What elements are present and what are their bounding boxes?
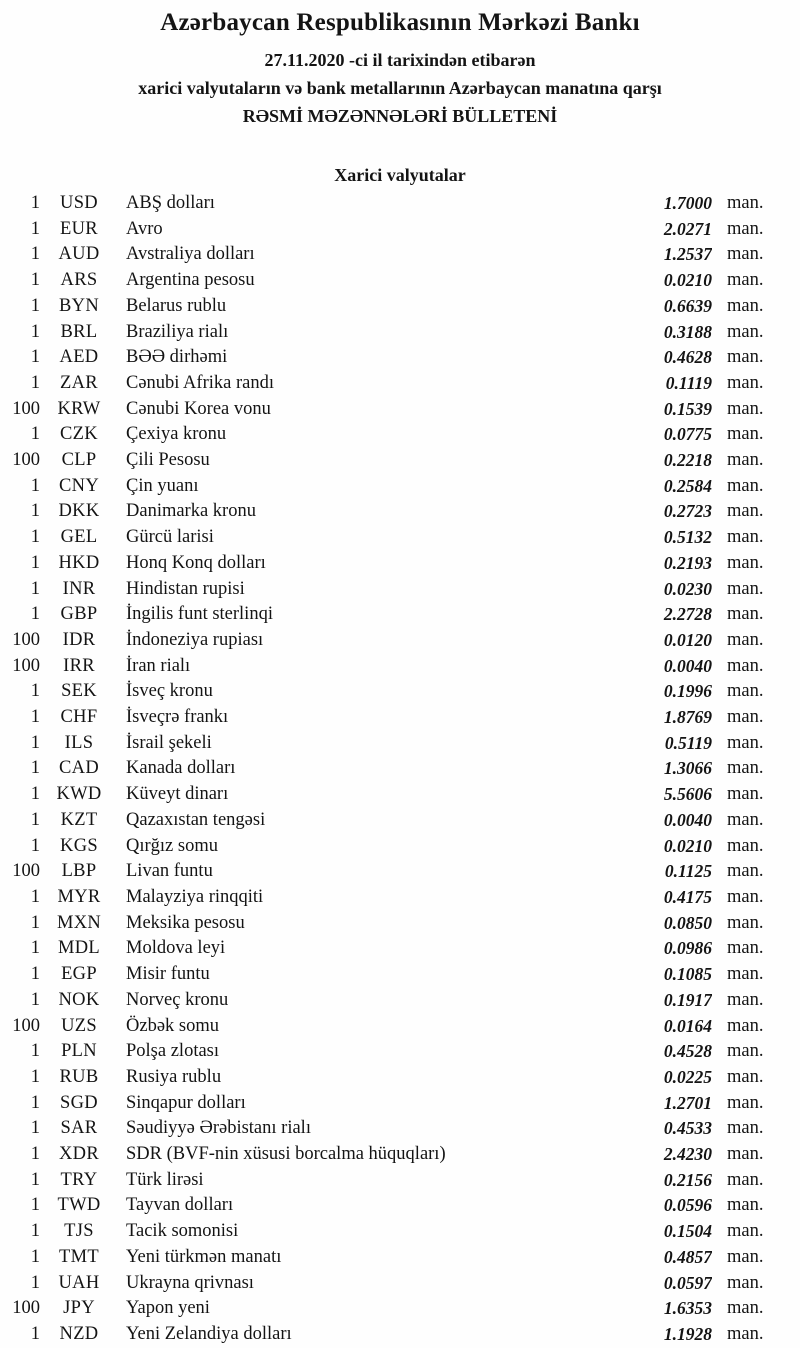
currency-name: Səudiyyə Ərəbistanı rialı xyxy=(126,1118,311,1139)
rate-value: 0.0986 xyxy=(663,938,712,959)
quantity-value: 100 xyxy=(12,861,40,882)
currency-code: SGD xyxy=(60,1092,98,1113)
rate-value: 0.1504 xyxy=(663,1221,712,1242)
rate-value: 0.2723 xyxy=(663,501,712,522)
rate-value: 0.4528 xyxy=(663,1041,712,1062)
quantity-value: 1 xyxy=(30,604,40,625)
rate-row-ars xyxy=(0,268,774,294)
rate-value: 0.0040 xyxy=(663,809,712,830)
quantity-value: 1 xyxy=(30,912,40,933)
currency-name: Polşa zlotası xyxy=(126,1041,220,1062)
quantity-value: 100 xyxy=(12,629,40,650)
currency-code: KRW xyxy=(57,398,101,419)
quantity-value: 1 xyxy=(30,1195,40,1216)
currency-name: Türk lirəsi xyxy=(126,1169,204,1190)
rate-value: 1.7000 xyxy=(663,193,712,213)
unit-label: man. xyxy=(727,886,764,907)
currency-name: Cənubi Korea vonu xyxy=(126,398,271,419)
rate-row-gbp xyxy=(0,602,774,628)
currency-name: Moldova leyi xyxy=(126,938,226,959)
currency-code: GEL xyxy=(60,527,98,548)
currency-code: DKK xyxy=(58,501,100,522)
rate-row-sgd xyxy=(0,1091,774,1117)
quantity-value: 1 xyxy=(30,989,40,1010)
rate-row-idr xyxy=(0,628,774,654)
rate-row-cad xyxy=(0,756,774,782)
rate-row-myr xyxy=(0,885,774,911)
currency-code: TWD xyxy=(57,1195,101,1216)
unit-label: man. xyxy=(727,835,764,856)
unit-label: man. xyxy=(727,1092,764,1113)
currency-code: ILS xyxy=(64,732,94,753)
currency-code: CZK xyxy=(60,424,98,445)
unit-label: man. xyxy=(727,424,764,445)
currency-name: İngilis funt sterlinqi xyxy=(126,604,273,625)
rate-row-rub xyxy=(0,1065,774,1091)
currency-code: KWD xyxy=(56,784,102,805)
unit-label: man. xyxy=(727,1015,764,1036)
rate-row-sar xyxy=(0,1116,774,1142)
quantity-value: 1 xyxy=(30,1118,40,1139)
currency-name: Avro xyxy=(126,218,163,239)
quantity-value: 1 xyxy=(30,1246,40,1267)
quantity-value: 1 xyxy=(30,501,40,522)
currency-name: Çili Pesosu xyxy=(126,450,210,471)
currency-code: GBP xyxy=(60,604,98,625)
quantity-value: 1 xyxy=(30,218,40,239)
rate-value: 0.0230 xyxy=(663,578,712,599)
rate-row-aed xyxy=(0,345,774,371)
unit-label: man. xyxy=(727,1041,764,1062)
unit-label: man. xyxy=(727,629,764,650)
unit-label: man. xyxy=(727,193,764,213)
rate-row-brl xyxy=(0,320,774,346)
currency-name: Özbək somu xyxy=(126,1015,219,1036)
rate-row-usd xyxy=(0,191,774,217)
unit-label: man. xyxy=(727,552,764,573)
currency-code: ZAR xyxy=(60,372,98,393)
currency-code: UZS xyxy=(61,1015,97,1036)
currency-code: UAH xyxy=(58,1272,100,1293)
currency-code: USD xyxy=(60,193,98,213)
rate-row-hkd xyxy=(0,551,774,577)
currency-code: INR xyxy=(62,578,96,599)
currency-name: İsveç kronu xyxy=(126,681,213,702)
rate-row-ils xyxy=(0,731,774,757)
quantity-value: 1 xyxy=(30,809,40,830)
quantity-value: 1 xyxy=(30,758,40,779)
currency-name: Danimarka kronu xyxy=(126,501,256,522)
currency-name: Braziliya rialı xyxy=(126,321,229,342)
quantity-value: 1 xyxy=(30,552,40,573)
quantity-value: 1 xyxy=(30,938,40,959)
rate-value: 0.5119 xyxy=(664,732,712,753)
currency-name: İran rialı xyxy=(126,655,191,676)
unit-label: man. xyxy=(727,732,764,753)
quantity-value: 1 xyxy=(30,424,40,445)
rate-row-jpy xyxy=(0,1296,774,1322)
unit-label: man. xyxy=(727,681,764,702)
currency-code: SAR xyxy=(60,1118,98,1139)
unit-label: man. xyxy=(727,372,764,393)
quantity-value: 1 xyxy=(30,578,40,599)
currency-name: Tacik somonisi xyxy=(126,1221,239,1242)
rate-value: 1.1928 xyxy=(663,1323,712,1344)
quantity-value: 1 xyxy=(30,835,40,856)
currency-name: Honq Konq dolları xyxy=(126,552,266,573)
rate-row-xdr xyxy=(0,1142,774,1168)
currency-code: BYN xyxy=(59,295,99,316)
currency-code: CLP xyxy=(61,450,97,471)
rate-row-aud xyxy=(0,242,774,268)
quantity-value: 1 xyxy=(30,707,40,728)
rate-value: 0.0164 xyxy=(663,1015,712,1036)
rate-value: 1.2537 xyxy=(663,244,712,265)
quantity-value: 1 xyxy=(30,321,40,342)
currency-name: ABŞ dolları xyxy=(126,193,215,213)
rate-row-uah xyxy=(0,1271,774,1297)
unit-label: man. xyxy=(727,809,764,830)
rate-row-tjs xyxy=(0,1219,774,1245)
currency-name: Cənubi Afrika randı xyxy=(126,372,274,393)
rate-row-try xyxy=(0,1168,774,1194)
rate-row-nok xyxy=(0,988,774,1014)
currency-code: MXN xyxy=(56,912,102,933)
unit-label: man. xyxy=(727,1144,764,1165)
rate-row-irr xyxy=(0,654,774,680)
quantity-value: 1 xyxy=(30,1041,40,1062)
rate-value: 0.2193 xyxy=(663,552,712,573)
rate-row-lbp xyxy=(0,859,774,885)
quantity-value: 100 xyxy=(12,398,40,419)
currency-code: BRL xyxy=(60,321,98,342)
currency-name: Yeni Zelandiya dolları xyxy=(126,1323,292,1344)
unit-label: man. xyxy=(727,295,764,316)
currency-name: Sinqapur dolları xyxy=(126,1092,246,1113)
currency-code: SEK xyxy=(61,681,97,702)
currency-code: TMT xyxy=(59,1246,99,1267)
rate-row-egp xyxy=(0,962,774,988)
quantity-value: 100 xyxy=(12,450,40,471)
currency-name: Argentina pesosu xyxy=(126,270,255,291)
currency-code: CNY xyxy=(59,475,99,496)
rate-value: 0.2218 xyxy=(663,450,712,471)
unit-label: man. xyxy=(727,1221,764,1242)
rate-row-byn xyxy=(0,294,774,320)
unit-label: man. xyxy=(727,398,764,419)
quantity-value: 1 xyxy=(30,347,40,368)
rate-row-clp xyxy=(0,448,774,474)
unit-label: man. xyxy=(727,1066,764,1087)
rate-value: 0.0850 xyxy=(663,912,712,933)
quantity-value: 1 xyxy=(30,270,40,291)
currency-name: Hindistan rupisi xyxy=(126,578,245,599)
currency-name: Qırğız somu xyxy=(126,835,218,856)
unit-label: man. xyxy=(727,527,764,548)
unit-label: man. xyxy=(727,604,764,625)
currency-name: Kanada dolları xyxy=(126,758,236,779)
currency-name: Yeni türkmən manatı xyxy=(126,1246,282,1267)
quantity-value: 1 xyxy=(30,681,40,702)
rate-row-pln xyxy=(0,1039,774,1065)
rate-value: 0.1119 xyxy=(665,372,712,393)
rate-value: 0.0775 xyxy=(663,424,712,445)
currency-code: AUD xyxy=(58,244,100,265)
currency-name: İsrail şekeli xyxy=(126,732,212,753)
currency-code: LBP xyxy=(61,861,97,882)
currency-name: Avstraliya dolları xyxy=(126,244,255,265)
rate-row-eur xyxy=(0,217,774,243)
unit-label: man. xyxy=(727,450,764,471)
rate-value: 0.4628 xyxy=(663,347,712,368)
unit-label: man. xyxy=(727,1118,764,1139)
bulletin-title: RƏSMİ MƏZƏNNƏLƏRİ BÜLLETENİ xyxy=(242,106,558,126)
quantity-value: 1 xyxy=(30,1144,40,1165)
currency-name: Norveç kronu xyxy=(126,989,229,1010)
description-line: xarici valyutaların və bank metallarının Azərbaycan manatına qarşı xyxy=(138,78,662,98)
quantity-value: 1 xyxy=(30,1169,40,1190)
rate-row-inr xyxy=(0,577,774,603)
quantity-value: 1 xyxy=(30,193,40,213)
currency-code: MYR xyxy=(57,886,101,907)
rate-value: 0.0210 xyxy=(663,270,712,291)
rate-value: 2.4230 xyxy=(663,1144,712,1165)
rate-row-gel xyxy=(0,525,774,551)
currency-code: ARS xyxy=(60,270,98,291)
quantity-value: 1 xyxy=(30,372,40,393)
rate-value: 0.1125 xyxy=(664,861,712,882)
currency-code: EGP xyxy=(61,964,97,985)
unit-label: man. xyxy=(727,475,764,496)
quantity-value: 1 xyxy=(30,1221,40,1242)
unit-label: man. xyxy=(727,655,764,676)
exchange-rates-table-body xyxy=(0,191,774,1348)
currency-name: İsveçrə frankı xyxy=(126,707,229,728)
unit-label: man. xyxy=(727,578,764,599)
rate-value: 0.1539 xyxy=(663,398,712,419)
rate-value: 0.0596 xyxy=(663,1195,712,1216)
currency-name: Gürcü larisi xyxy=(126,527,214,548)
currency-name: BƏƏ dirhəmi xyxy=(126,347,228,368)
rate-row-tmt xyxy=(0,1245,774,1271)
currency-code: TRY xyxy=(60,1169,98,1190)
currency-code: CAD xyxy=(59,758,99,779)
unit-label: man. xyxy=(727,784,764,805)
rate-row-kwd xyxy=(0,782,774,808)
section-title-foreign-currencies: Xarici valyutalar xyxy=(334,165,466,185)
rate-row-uzs xyxy=(0,1014,774,1040)
rate-value: 0.4175 xyxy=(663,886,712,907)
currency-code: AED xyxy=(59,347,99,368)
currency-name: Rusiya rublu xyxy=(126,1066,222,1087)
currency-code: MDL xyxy=(57,938,100,959)
rate-value: 0.1917 xyxy=(663,989,712,1010)
rate-value: 0.2584 xyxy=(663,475,712,496)
rate-value: 1.2701 xyxy=(663,1092,712,1113)
rate-value: 2.2728 xyxy=(663,604,712,625)
document-header xyxy=(0,9,800,127)
bank-title: Azərbaycan Respublikasının Mərkəzi Bankı xyxy=(160,9,640,36)
rate-value: 0.1996 xyxy=(663,681,712,702)
currency-code: IDR xyxy=(62,629,96,650)
rate-value: 0.4857 xyxy=(663,1246,712,1267)
rate-row-twd xyxy=(0,1193,774,1219)
rate-row-kzt xyxy=(0,808,774,834)
rate-value: 0.4533 xyxy=(663,1118,712,1139)
rate-row-dkk xyxy=(0,499,774,525)
unit-label: man. xyxy=(727,989,764,1010)
quantity-value: 1 xyxy=(30,527,40,548)
unit-label: man. xyxy=(727,861,764,882)
unit-label: man. xyxy=(727,501,764,522)
currency-name: Çexiya kronu xyxy=(126,424,227,445)
quantity-value: 1 xyxy=(30,732,40,753)
rate-value: 2.0271 xyxy=(663,218,712,239)
quantity-value: 1 xyxy=(30,295,40,316)
rate-value: 0.3188 xyxy=(663,321,712,342)
unit-label: man. xyxy=(727,1246,764,1267)
currency-name: Livan funtu xyxy=(126,861,213,882)
unit-label: man. xyxy=(727,1323,764,1344)
unit-label: man. xyxy=(727,1298,764,1319)
rate-value: 1.3066 xyxy=(663,758,712,779)
currency-code: CHF xyxy=(60,707,98,728)
currency-name: Küveyt dinarı xyxy=(126,784,229,805)
quantity-value: 100 xyxy=(12,1015,40,1036)
unit-label: man. xyxy=(727,1195,764,1216)
rate-row-cny xyxy=(0,474,774,500)
currency-code: JPY xyxy=(63,1298,95,1319)
currency-code: PLN xyxy=(61,1041,97,1062)
rate-value: 0.0210 xyxy=(663,835,712,856)
currency-code: NOK xyxy=(58,989,100,1010)
effective-date-line: 27.11.2020 -ci il tarixindən etibarən xyxy=(264,50,536,70)
currency-name: Yapon yeni xyxy=(126,1298,210,1319)
quantity-value: 1 xyxy=(30,475,40,496)
rate-value: 0.1085 xyxy=(663,964,712,985)
currency-name: SDR (BVF-nin xüsusi borcalma hüquqları) xyxy=(126,1144,446,1165)
unit-label: man. xyxy=(727,347,764,368)
rate-value: 1.6353 xyxy=(663,1298,712,1319)
currency-name: Ukrayna qrivnası xyxy=(126,1272,254,1293)
currency-name: Malayziya rinqqiti xyxy=(126,886,264,907)
rate-value: 0.6639 xyxy=(663,295,712,316)
quantity-value: 1 xyxy=(30,1323,40,1344)
currency-name: Qazaxıstan tengəsi xyxy=(126,809,266,830)
currency-code: HKD xyxy=(58,552,100,573)
rate-value: 0.5132 xyxy=(663,527,712,548)
rate-row-zar xyxy=(0,371,774,397)
rate-row-mdl xyxy=(0,936,774,962)
quantity-value: 100 xyxy=(12,655,40,676)
rate-row-chf xyxy=(0,705,774,731)
currency-code: NZD xyxy=(59,1323,99,1344)
rate-row-nzd xyxy=(0,1322,774,1348)
rate-row-czk xyxy=(0,422,774,448)
unit-label: man. xyxy=(727,938,764,959)
unit-label: man. xyxy=(727,321,764,342)
unit-label: man. xyxy=(727,218,764,239)
rate-value: 0.2156 xyxy=(663,1169,712,1190)
unit-label: man. xyxy=(727,1169,764,1190)
unit-label: man. xyxy=(727,758,764,779)
unit-label: man. xyxy=(727,244,764,265)
rate-value: 0.0597 xyxy=(663,1272,712,1293)
currency-code: IRR xyxy=(63,655,95,676)
quantity-value: 1 xyxy=(30,1272,40,1293)
rate-value: 1.8769 xyxy=(663,707,712,728)
currency-name: Çin yuanı xyxy=(126,475,199,496)
unit-label: man. xyxy=(727,270,764,291)
currency-code: KZT xyxy=(60,809,98,830)
currency-code: XDR xyxy=(59,1144,99,1165)
quantity-value: 1 xyxy=(30,886,40,907)
currency-code: TJS xyxy=(64,1221,94,1242)
quantity-value: 1 xyxy=(30,1092,40,1113)
quantity-value: 1 xyxy=(30,964,40,985)
unit-label: man. xyxy=(727,1272,764,1293)
rate-row-krw xyxy=(0,397,774,423)
currency-code: RUB xyxy=(59,1066,99,1087)
rate-value: 5.5606 xyxy=(663,784,712,805)
rate-row-mxn xyxy=(0,911,774,937)
currency-name: İndoneziya rupiası xyxy=(126,629,264,650)
currency-name: Meksika pesosu xyxy=(126,912,245,933)
unit-label: man. xyxy=(727,707,764,728)
rate-row-kgs xyxy=(0,834,774,860)
quantity-value: 1 xyxy=(30,1066,40,1087)
unit-label: man. xyxy=(727,964,764,985)
quantity-value: 1 xyxy=(30,784,40,805)
currency-name: Belarus rublu xyxy=(126,295,227,316)
currency-name: Misir funtu xyxy=(126,964,210,985)
currency-code: KGS xyxy=(60,835,98,856)
currency-name: Tayvan dolları xyxy=(126,1195,234,1216)
rate-value: 0.0040 xyxy=(663,655,712,676)
exchange-rates-table xyxy=(0,191,774,1348)
currency-code: EUR xyxy=(60,218,98,239)
quantity-value: 100 xyxy=(12,1298,40,1319)
rate-row-sek xyxy=(0,679,774,705)
quantity-value: 1 xyxy=(30,244,40,265)
rate-value: 0.0120 xyxy=(663,629,712,650)
unit-label: man. xyxy=(727,912,764,933)
rate-value: 0.0225 xyxy=(663,1066,712,1087)
